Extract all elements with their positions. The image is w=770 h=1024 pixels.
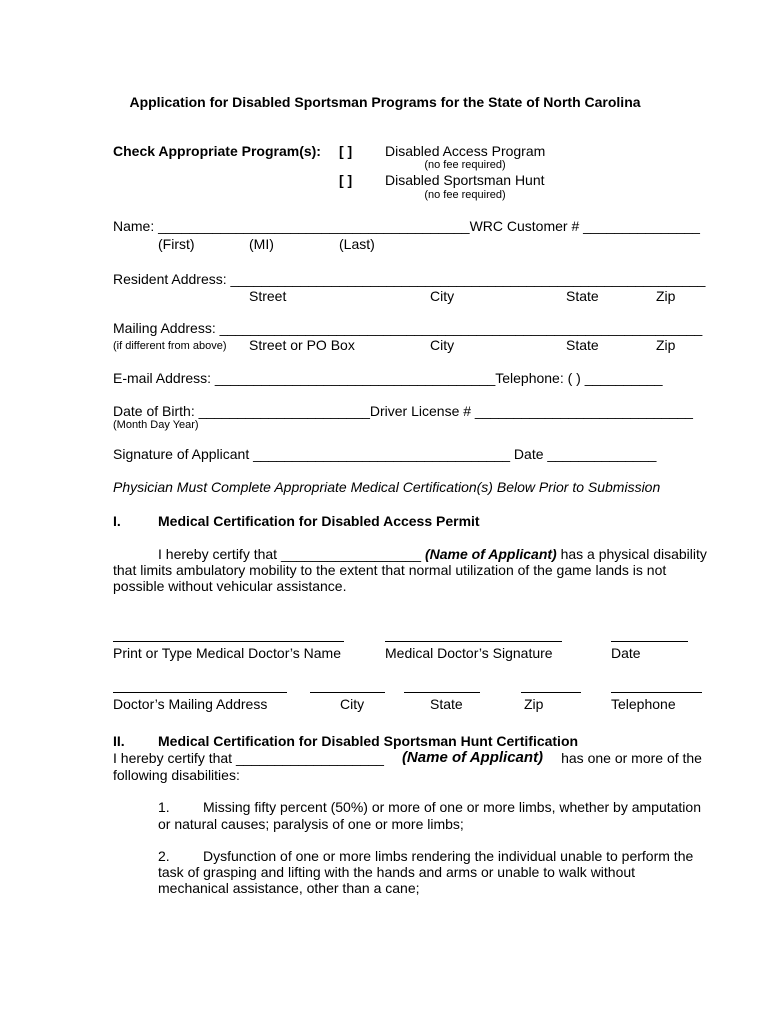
resident-city-label: City — [430, 288, 455, 304]
name-field[interactable]: Name: ________________________________________WRC Customer # _______________ — [113, 218, 700, 234]
doctor-telephone-label: Telephone — [611, 696, 676, 712]
list-item: Dysfunction of one or more limbs rendering the individual unable to perform the — [203, 848, 694, 864]
mailing-note: (if different from above) — [113, 340, 227, 352]
applicant-signature-field[interactable]: Signature of Applicant _________________________________ Date ______________ — [113, 446, 657, 462]
doctor-zip-label: Zip — [524, 696, 544, 712]
doctor-date-label: Date — [611, 645, 641, 661]
section-2-heading: Medical Certification for Disabled Sportsman Hunt Certification — [158, 733, 579, 749]
email-telephone-field[interactable]: E-mail Address: ____________________________________Telephone: ( ) __________ — [113, 370, 663, 386]
doctor-signature-label: Medical Doctor’s Signature — [385, 645, 553, 661]
resident-street-label: Street — [249, 288, 287, 304]
name-last-label: (Last) — [339, 236, 375, 252]
section-2-certify-line: I hereby certify that ___________________ (Name of Applicant) has one or more of the — [113, 749, 702, 766]
page-title: Application for Disabled Sportsman Programs for the State of North Carolina — [129, 94, 641, 110]
dob-license-field[interactable]: Date of Birth: ______________________Driver License # ____________________________ — [113, 403, 693, 419]
list-item-number: 2. — [158, 848, 170, 864]
list-item: or natural causes; paralysis of one or more limbs; — [158, 816, 464, 832]
checkbox-disabled-hunt[interactable]: [ ] — [339, 172, 353, 188]
mailing-city-label: City — [430, 337, 455, 353]
doctor-address-label: Doctor’s Mailing Address — [113, 696, 268, 712]
physician-instruction: Physician Must Complete Appropriate Medical Certification(s) Below Prior to Submission — [113, 479, 661, 495]
doctor-city-label: City — [340, 696, 365, 712]
program-fee-note: (no fee required) — [424, 159, 506, 171]
name-first-label: (First) — [158, 236, 195, 252]
resident-zip-label: Zip — [656, 288, 676, 304]
mailing-address-field[interactable]: Mailing Address: ______________________________________________________________ — [113, 320, 703, 336]
section-1-number: I. — [113, 513, 121, 529]
section-2-number: II. — [113, 733, 125, 749]
doctor-name-line[interactable] — [113, 641, 344, 642]
program-disabled-access: Disabled Access Program — [385, 143, 546, 159]
resident-address-field[interactable]: Resident Address: _____________________________________________________________ — [113, 271, 706, 287]
section-2-text: following disabilities: — [113, 767, 240, 783]
program-fee-note: (no fee required) — [424, 189, 506, 201]
section-1-certify-line: I hereby certify that __________________ (Name of Applicant) has a physical disability — [158, 546, 707, 562]
name-mi-label: (MI) — [249, 236, 274, 252]
doctor-date-line[interactable] — [611, 641, 688, 642]
list-item: Missing fifty percent (50%) or more of one or more limbs, whether by amputation — [203, 799, 701, 815]
doctor-state-line[interactable] — [404, 692, 480, 693]
doctor-name-label: Print or Type Medical Doctor’s Name — [113, 645, 341, 661]
section-1-heading: Medical Certification for Disabled Access Permit — [158, 513, 480, 529]
program-label: Check Appropriate Program(s): — [113, 143, 321, 159]
section-1-text: possible without vehicular assistance. — [113, 578, 347, 594]
checkbox-disabled-access[interactable]: [ ] — [339, 143, 353, 159]
doctor-zip-line[interactable] — [521, 692, 581, 693]
mailing-zip-label: Zip — [656, 337, 676, 353]
doctor-city-line[interactable] — [310, 692, 385, 693]
dob-note: (Month Day Year) — [113, 419, 199, 431]
resident-state-label: State — [566, 288, 599, 304]
list-item: task of grasping and lifting with the hands and arms or unable to walk without — [158, 864, 636, 880]
section-1-text: that limits ambulatory mobility to the extent that normal utilization of the game lands is not — [113, 562, 667, 578]
mailing-state-label: State — [566, 337, 599, 353]
doctor-signature-line[interactable] — [385, 641, 562, 642]
list-item-number: 1. — [158, 799, 170, 815]
program-disabled-hunt: Disabled Sportsman Hunt — [385, 172, 545, 188]
doctor-state-label: State — [430, 696, 463, 712]
mailing-street-label: Street or PO Box — [249, 337, 355, 353]
doctor-telephone-line[interactable] — [611, 692, 702, 693]
doctor-address-line[interactable] — [113, 692, 287, 693]
list-item: mechanical assistance, other than a cane; — [158, 880, 420, 896]
